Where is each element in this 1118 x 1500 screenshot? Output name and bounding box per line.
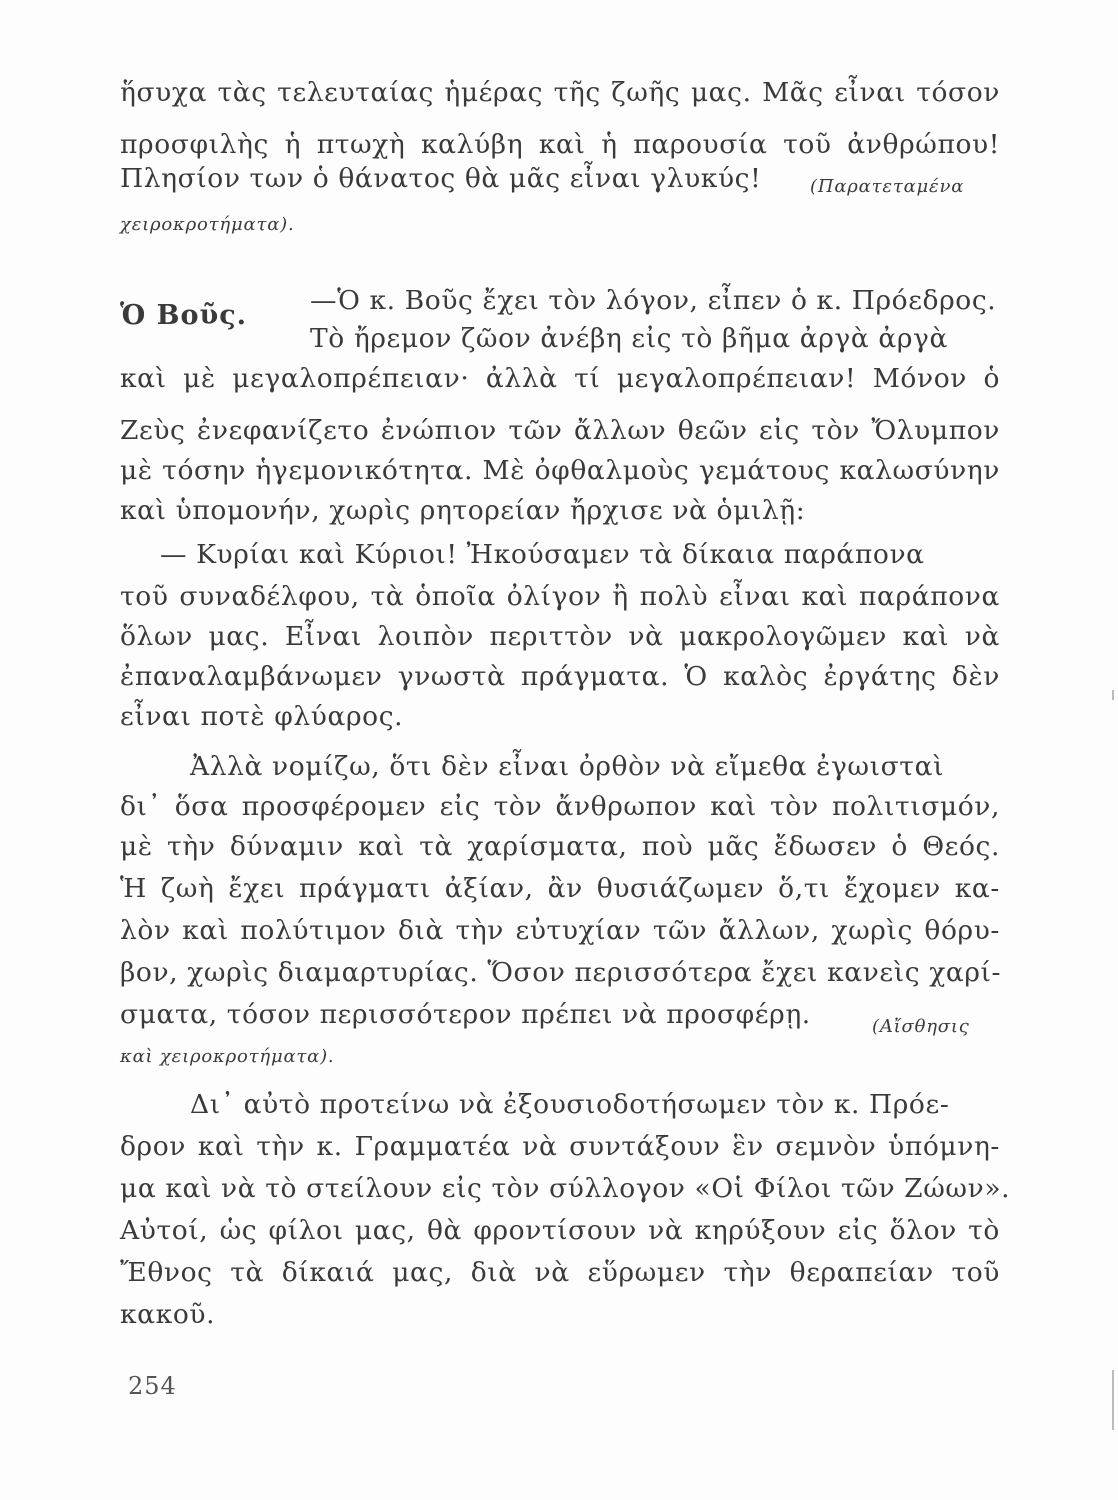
text-line: μὲ τόσην ἡγεμονικότητα. Μὲ ὀφθαλμοὺς γεμάτους καλωσύνην	[120, 455, 1000, 486]
text-line: προσφιλὴς ἡ πτωχὴ καλύβη καὶ ἡ παρουσία τοῦ ἀνθρώπου!	[120, 129, 1000, 160]
text-line: δι᾽ ὅσα προσφέρομεν εἰς τὸν ἄνθρωπον καὶ τὸν πολιτισμόν,	[120, 791, 1000, 822]
text-line: δρον καὶ τὴν κ. Γραμματέα νὰ συντάξουν ἓν σεμνὸν ὑπόμνη-	[120, 1131, 1000, 1162]
text-line: ὅλων μας. Εἶναι λοιπὸν περιττὸν νὰ μακρολογῶμεν καὶ νὰ	[120, 621, 1000, 652]
text-line: Ἔθνος τὰ δίκαιά μας, διὰ νὰ εὕρωμεν τὴν θεραπείαν τοῦ	[120, 1257, 1000, 1288]
text-line: βον, χωρὶς διαμαρτυρίας. Ὅσον περισσότερα ἔχει κανεὶς χαρί-	[120, 957, 1002, 988]
text-line: σματα, τόσον περισσότερον πρέπει νὰ προσφέρῃ.	[120, 999, 811, 1030]
text-line: Πλησίον των ὁ θάνατος θὰ μᾶς εἶναι γλυκύς!	[120, 163, 762, 194]
stage-direction: (Παρατεταμένα	[810, 176, 965, 197]
page-number: 254	[128, 1372, 177, 1400]
text-line: ἐπαναλαμβάνωμεν γνωστὰ πράγματα. Ὁ καλὸς ἐργάτης δὲν	[120, 661, 1000, 692]
text-line: μὲ τὴν δύναμιν καὶ τὰ χαρίσματα, ποὺ μᾶς ἔδωσεν ὁ Θεός.	[120, 831, 1000, 862]
text-line: Αὐτοί, ὡς φίλοι μας, θὰ φροντίσουν νὰ κηρύξουν εἰς ὅλον τὸ	[120, 1215, 1000, 1246]
text-line: Ζεὺς ἐνεφανίζετο ἐνώπιον τῶν ἄλλων θεῶν εἰς τὸν Ὄλυμπον	[120, 415, 1000, 446]
text-line: Δι᾽ αὐτὸ προτείνω νὰ ἐξουσιοδοτήσωμεν τὸν κ. Πρόε-	[190, 1089, 950, 1120]
text-line: καὶ ὑπομονήν, χωρὶς ρητορείαν ἤρχισε νὰ ὁμιλῇ:	[120, 495, 806, 526]
text-line: καὶ μὲ μεγαλοπρέπειαν· ἀλλὰ τί μεγαλοπρέπειαν! Μόνον ὁ	[120, 363, 1000, 394]
text-line: — Κυρίαι καὶ Κύριοι! Ἠκούσαμεν τὰ δίκαια παράπονα	[160, 539, 925, 570]
text-line: ἥσυχα τὰς τελευταίας ἡμέρας τῆς ζωῆς μας. Μᾶς εἶναι τόσον	[120, 77, 1000, 108]
scan-mark	[1112, 690, 1114, 700]
stage-direction: (Αἴσθησις	[872, 1016, 970, 1037]
text-line: Ἡ ζωὴ ἔχει πράγματι ἀξίαν, ἂν θυσιάζωμεν ὅ,τι ἔχομεν κα-	[120, 873, 1000, 904]
text-line: τοῦ συναδέλφου, τὰ ὁποῖα ὀλίγον ἢ πολὺ εἶναι καὶ παράπονα	[120, 581, 1000, 612]
stage-direction: χειροκροτήματα).	[120, 214, 295, 235]
text-line: Τὸ ἤρεμον ζῶον ἀνέβη εἰς τὸ βῆμα ἀργὰ ἀργὰ	[310, 323, 948, 354]
text-line: εἶναι ποτὲ φλύαρος.	[120, 701, 404, 732]
speaker-label: Ὁ Βοῦς.	[120, 300, 248, 331]
scan-mark	[1112, 1370, 1114, 1430]
text-line: Ἀλλὰ νομίζω, ὅτι δὲν εἶναι ὀρθὸν νὰ εἴμεθα ἐγωισταὶ	[190, 751, 945, 782]
stage-direction: καὶ χειροκροτήματα).	[120, 1046, 335, 1067]
text-line: κακοῦ.	[120, 1299, 216, 1330]
text-line: λὸν καὶ πολύτιμον διὰ τὴν εὐτυχίαν τῶν ἄλλων, χωρὶς θόρυ-	[120, 915, 1000, 946]
text-line: —Ὁ κ. Βοῦς ἔχει τὸν λόγον, εἶπεν ὁ κ. Πρόεδρος.	[310, 285, 997, 316]
text-line: μα καὶ νὰ τὸ στείλουν εἰς τὸν σύλλογον «Οἱ Φίλοι τῶν Ζώων».	[120, 1173, 1011, 1204]
